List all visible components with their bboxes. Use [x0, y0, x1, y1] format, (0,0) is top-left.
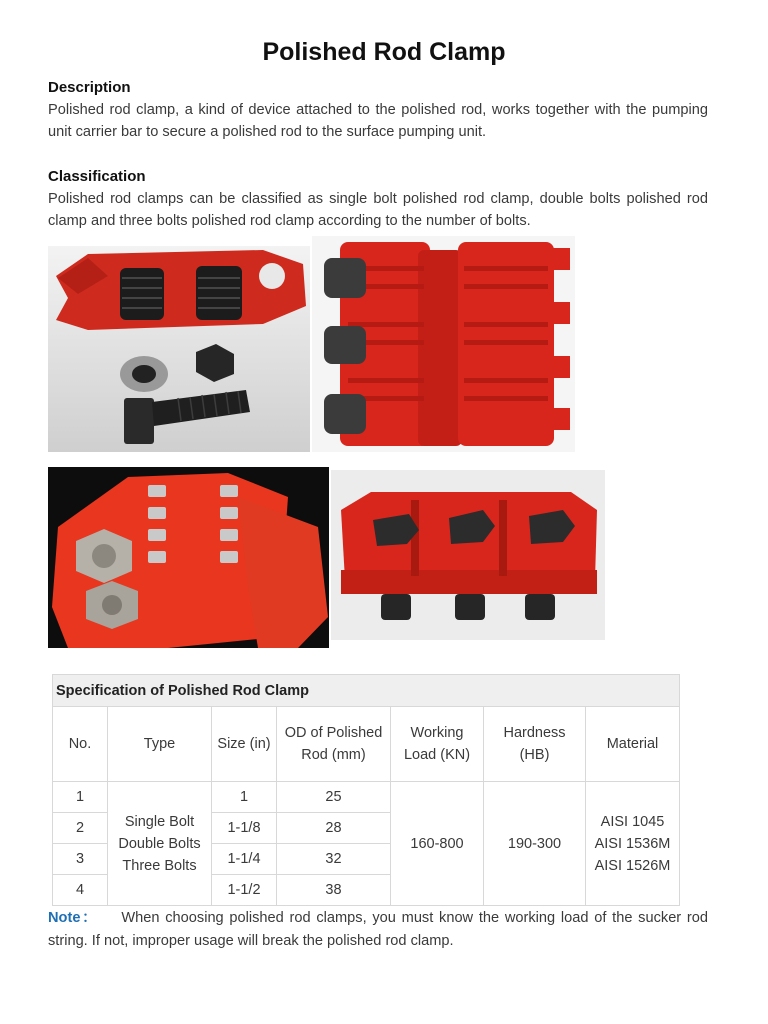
classification-heading: Classification: [48, 168, 146, 185]
spec-table: [52, 674, 680, 906]
header-working-load: Working Load (KN): [391, 707, 484, 782]
cell-od: 28: [277, 813, 391, 844]
header-size: Size (in): [212, 707, 277, 782]
cell-od: 25: [277, 782, 391, 813]
header-od: OD of Polished Rod (mm): [277, 707, 391, 782]
page-title: Polished Rod Clamp: [262, 38, 506, 66]
cell-od: 38: [277, 875, 391, 906]
spec-table-header-row: [53, 707, 680, 782]
three-bolt-clamp-top-photo: [312, 236, 575, 452]
cell-hardness: 190-300: [484, 782, 586, 906]
material-1536m: AISI 1536M: [594, 835, 671, 852]
cell-size: 1-1/8: [212, 813, 277, 844]
type-single-bolt: Single Bolt: [124, 813, 195, 830]
description-text: Polished rod clamp, a kind of device attached to the polished rod, works together with the pumping unit carrier bar to secure a polished rod to the surface pumping unit.: [48, 102, 708, 140]
header-hardness: Hardness (HB): [484, 707, 586, 782]
cell-size: 1: [212, 782, 277, 813]
type-double-bolts: Double Bolts: [118, 835, 201, 852]
cell-od: 32: [277, 844, 391, 875]
cell-types: [108, 782, 212, 906]
header-material: Material: [586, 707, 680, 782]
note-paragraph: [48, 907, 708, 953]
classification-text: Polished rod clamps can be classified as single bolt polished rod clamp, double bolts polished rod clamp and three bolts polished rod clamp according to the number of bolts.: [48, 191, 708, 229]
cell-no: 4: [53, 875, 108, 906]
description-heading: Description: [48, 79, 131, 96]
note-text: When choosing polished rod clamps, you must know the working load of the sucker rod string. If not, improper usage will break the polished rod clamp.: [48, 910, 709, 949]
spec-table-caption: Specification of Polished Rod Clamp: [53, 675, 680, 707]
three-bolt-clamp-side-photo: [331, 470, 605, 640]
single-bolt-clamp-photo: [48, 246, 310, 452]
header-no: No.: [53, 707, 108, 782]
header-type: Type: [108, 707, 212, 782]
material-1045: AISI 1045: [600, 813, 665, 830]
cell-no: 1: [53, 782, 108, 813]
type-three-bolts: Three Bolts: [122, 857, 197, 874]
table-row: [53, 782, 680, 813]
cell-size: 1-1/2: [212, 875, 277, 906]
cell-materials: [586, 782, 680, 906]
material-1526m: AISI 1526M: [594, 857, 671, 874]
clamp-closeup-photo: [48, 467, 329, 648]
cell-working-load: 160-800: [391, 782, 484, 906]
cell-size: 1-1/4: [212, 844, 277, 875]
cell-no: 3: [53, 844, 108, 875]
note-label: Note：: [48, 910, 99, 926]
cell-no: 2: [53, 813, 108, 844]
